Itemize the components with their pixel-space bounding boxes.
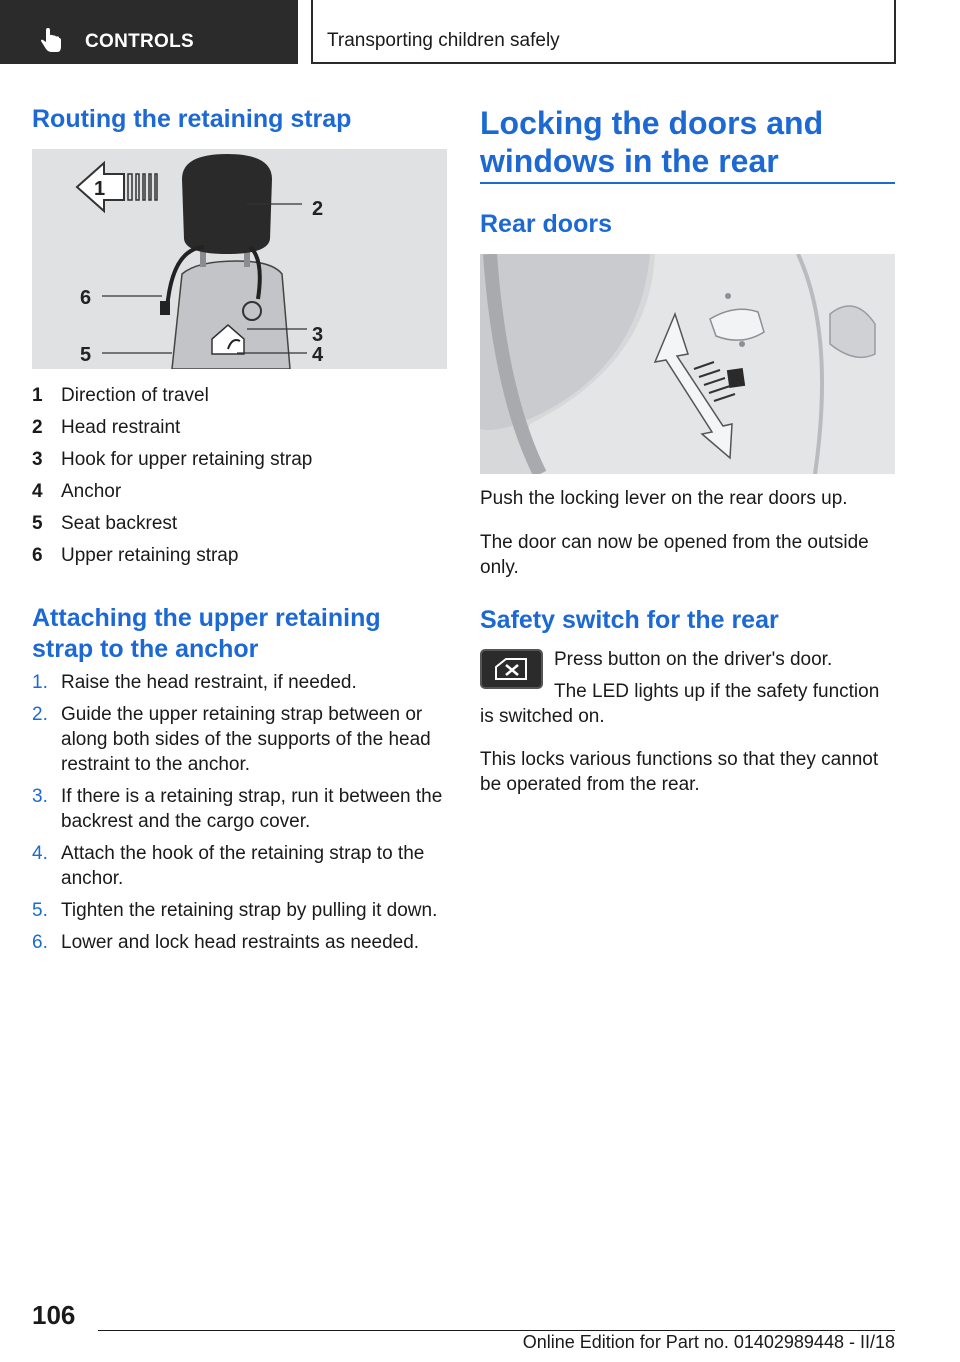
- legend-text: Direction of travel: [61, 385, 209, 406]
- figure-label-5: 5: [80, 344, 92, 366]
- step-number: 4.: [32, 843, 48, 864]
- step-text: Tighten the retaining strap by pulling it down.: [61, 900, 438, 921]
- list-item: [32, 841, 447, 891]
- legend-num: 5: [32, 513, 43, 534]
- steps-list: [32, 670, 447, 962]
- legend-text: Seat backrest: [61, 513, 178, 534]
- paragraph-led-line2: is switched on.: [480, 706, 605, 727]
- step-number: 6.: [32, 932, 48, 953]
- legend-text: Head restraint: [61, 417, 181, 438]
- paragraph-led-line1: The LED lights up if the safety function: [554, 681, 880, 702]
- pointing-hand-icon: [38, 26, 66, 54]
- chapter-title: Transporting children safely: [327, 30, 560, 51]
- step-text: If there is a retaining strap, run it between the backrest and the cargo cover.: [61, 786, 443, 832]
- section-label: CONTROLS: [85, 31, 195, 52]
- figure-label-1: 1: [94, 178, 106, 200]
- step-number: 3.: [32, 786, 48, 807]
- section-tab: [0, 0, 298, 64]
- list-item: [32, 702, 447, 777]
- legend-text: Anchor: [61, 481, 122, 502]
- legend-item: [32, 444, 447, 476]
- legend-text: Upper retaining strap: [61, 545, 239, 566]
- figure-label-4: 4: [312, 344, 324, 366]
- step-number: 1.: [32, 672, 48, 693]
- legend-num: 2: [32, 417, 43, 438]
- footer-rule: [98, 1330, 895, 1331]
- heading-locking-line2: windows in the rear: [480, 143, 779, 179]
- heading-rule: [480, 182, 895, 184]
- list-item: [32, 930, 447, 955]
- legend-num: 4: [32, 481, 43, 502]
- headrestraint-figure: [32, 149, 447, 369]
- heading-attaching-strap: [32, 603, 381, 665]
- step-text: Attach the hook of the retaining strap to the anchor.: [61, 843, 425, 889]
- window-lock-icon: [480, 649, 543, 689]
- heading-attaching-line2: strap to the anchor: [32, 635, 259, 663]
- legend-item: [32, 508, 447, 540]
- legend-text: Hook for upper retaining strap: [61, 449, 313, 470]
- figure-label-6: 6: [80, 287, 92, 309]
- list-item: [32, 784, 447, 834]
- rear-door-figure: [480, 254, 895, 474]
- heading-locking-doors: [480, 104, 823, 180]
- heading-attaching-line1: Attaching the upper retaining: [32, 604, 381, 632]
- list-item: [32, 898, 447, 923]
- step-text: Raise the head restraint, if needed.: [61, 672, 357, 693]
- page-number: 106: [32, 1300, 76, 1330]
- step-text: Guide the upper retaining strap between or along both sides of the supports of the head restraint to the anchor.: [61, 704, 431, 775]
- footer-edition: Online Edition for Part no. 01402989448 - II/18: [522, 1332, 895, 1352]
- headrestraint-illustration: [32, 149, 447, 369]
- step-number: 2.: [32, 704, 48, 725]
- paragraph-locks-functions: This locks various functions so that they cannot be operated from the rear.: [480, 749, 879, 795]
- heading-routing-strap: Routing the retaining strap: [32, 105, 352, 133]
- step-number: 5.: [32, 900, 48, 921]
- paragraph-push-lever: Push the locking lever on the rear doors up.: [480, 488, 848, 509]
- legend-item: [32, 412, 447, 444]
- legend-item: [32, 540, 447, 572]
- step-text: Lower and lock head restraints as needed.: [61, 932, 420, 953]
- paragraph-door-opened: The door can now be opened from the outside only.: [480, 532, 869, 578]
- paragraph-press-button: Press button on the driver's door.: [554, 649, 833, 670]
- rear-door-illustration: [480, 254, 895, 474]
- legend-num: 3: [32, 449, 43, 470]
- heading-locking-line1: Locking the doors and: [480, 105, 824, 141]
- legend-item: [32, 380, 447, 412]
- chapter-title-box: [311, 0, 896, 64]
- legend-num: 1: [32, 385, 43, 406]
- legend-num: 6: [32, 545, 43, 566]
- figure-legend: [32, 380, 447, 572]
- list-item: [32, 670, 447, 695]
- figure-label-3: 3: [312, 324, 324, 346]
- heading-rear-doors: Rear doors: [480, 210, 612, 238]
- heading-safety-switch: Safety switch for the rear: [480, 606, 779, 634]
- figure-label-2: 2: [312, 198, 324, 220]
- legend-item: [32, 476, 447, 508]
